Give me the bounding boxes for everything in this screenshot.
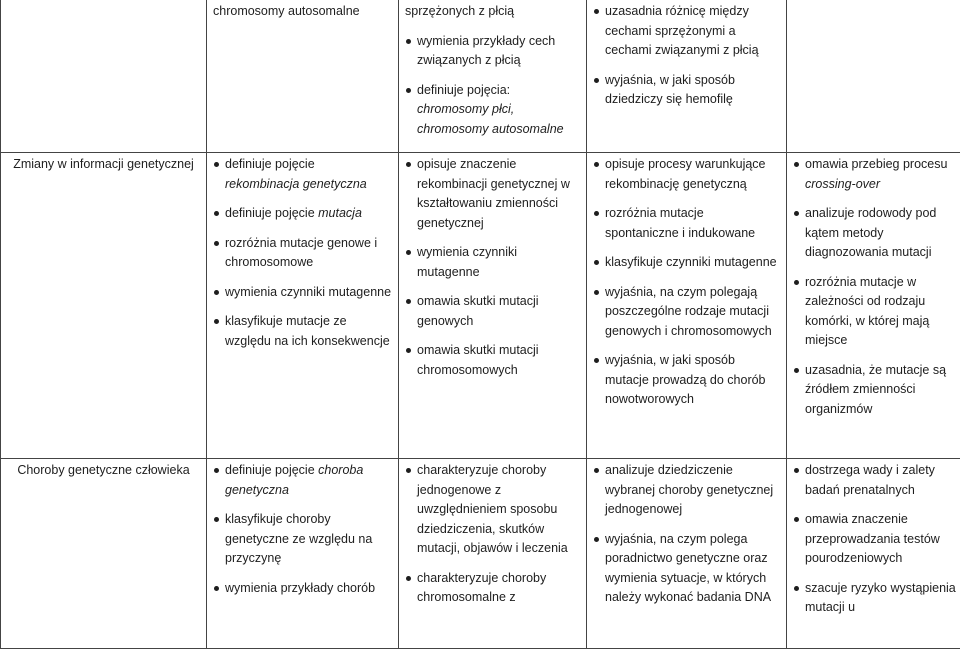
requirement-text: opisuje znaczenie rekombinacji genetycznej w kształtowaniu zmienności genetycznej [417, 157, 570, 230]
level-cell [207, 0, 399, 153]
requirement-text: uzasadnia, że mutacje są źródłem zmienności organizmów [805, 363, 946, 416]
level-cell [787, 0, 960, 153]
requirement-text: rozróżnia mutacje genowe i chromosomowe [225, 236, 377, 270]
requirement-text: definiuje pojęcie [225, 463, 318, 477]
requirement-text: sprzężonych z płcią [405, 4, 514, 18]
term-text: crossing-over [805, 177, 880, 191]
requirement-item [213, 461, 392, 500]
requirement-text: charakteryzuje choroby jednogenowe z uwzględnieniem sposobu dziedziczenia, skutków mutacji, objawów i leczenia [417, 463, 568, 555]
requirement-item [793, 273, 956, 351]
requirement-item [793, 361, 956, 420]
requirement-text: wyjaśnia, na czym polegają poszczególne rodzaje mutacji genowych i chromosomowych [605, 285, 772, 338]
requirement-item [593, 530, 780, 608]
requirement-text: definiuje pojęcie [225, 206, 318, 220]
requirement-item [405, 81, 580, 140]
requirement-item [793, 579, 956, 618]
requirement-list [593, 155, 780, 410]
requirement-item [213, 283, 392, 303]
level-cell [207, 153, 399, 459]
requirement-text: klasyfikuje czynniki mutagenne [605, 255, 777, 269]
requirement-item [593, 2, 780, 61]
requirement-list [793, 155, 956, 419]
requirement-list [593, 461, 780, 608]
requirement-item [593, 283, 780, 342]
requirement-list [213, 2, 392, 22]
requirement-list [793, 461, 956, 618]
requirement-list [593, 2, 780, 110]
requirement-text: omawia znaczenie przeprowadzania testów pourodzeniowych [805, 512, 940, 565]
term-text: mutacja [318, 206, 362, 220]
requirement-item [213, 579, 392, 599]
requirement-text: charakteryzuje choroby chromosomalne z [417, 571, 546, 605]
table-row [1, 0, 960, 153]
requirement-text: rozróżnia mutacje spontaniczne i indukowane [605, 206, 755, 240]
level-cell [399, 459, 587, 649]
requirement-text: rozróżnia mutacje w zależności od rodzaju komórki, w której mają miejsce [805, 275, 929, 348]
requirement-text: wymienia przykłady chorób [225, 581, 375, 595]
requirement-list [405, 461, 580, 608]
requirement-text: szacuje ryzyko wystąpienia mutacji u [805, 581, 956, 615]
requirement-text: definiuje pojęcia: [417, 83, 510, 97]
requirement-item [213, 155, 392, 194]
requirement-item [793, 510, 956, 569]
requirement-item [213, 312, 392, 351]
level-cell [787, 153, 960, 459]
requirement-item [405, 32, 580, 71]
requirement-item [213, 510, 392, 569]
requirement-text: omawia skutki mutacji chromosomowych [417, 343, 539, 377]
requirement-list [213, 461, 392, 598]
requirement-item [793, 204, 956, 263]
requirement-text: opisuje procesy warunkujące rekombinację genetyczną [605, 157, 766, 191]
requirement-item [593, 253, 780, 273]
requirement-item [593, 71, 780, 110]
requirement-text: wyjaśnia, w jaki sposób mutacje prowadzą do chorób nowotworowych [605, 353, 766, 406]
requirement-text: analizuje rodowody pod kątem metody diagnozowania mutacji [805, 206, 936, 259]
level-cell [587, 0, 787, 153]
term-text: choroba genetyczna [225, 463, 363, 497]
requirement-item [405, 292, 580, 331]
table-row [1, 153, 960, 459]
requirement-text: uzasadnia różnicę między cechami sprzężonymi a cechami związanymi z płcią [605, 4, 759, 57]
term-text: chromosomy płci, chromosomy autosomalne [417, 102, 564, 136]
topic-label: Zmiany w informacji genetycznej [13, 157, 194, 171]
level-cell [587, 153, 787, 459]
requirement-text: definiuje pojęcie [225, 157, 315, 171]
requirement-text: wymienia czynniki mutagenne [225, 285, 391, 299]
requirement-item [213, 204, 392, 224]
requirement-item [593, 155, 780, 194]
requirement-text: klasyfikuje mutacje ze względu na ich konsekwencje [225, 314, 390, 348]
requirement-text: chromosomy autosomalne [213, 4, 360, 18]
requirement-item [405, 569, 580, 608]
requirement-text: dostrzega wady i zalety badań prenatalnych [805, 463, 935, 497]
requirement-item [405, 155, 580, 233]
requirement-text: analizuje dziedziczenie wybranej choroby genetycznej jednogenowej [605, 463, 773, 516]
requirement-list [213, 155, 392, 351]
requirement-text: wyjaśnia, na czym polega poradnictwo genetyczne oraz wymienia sytuacje, w których należy wykonać badania DNA [605, 532, 771, 605]
requirement-item [593, 351, 780, 410]
requirement-item [793, 155, 956, 194]
requirement-text: wyjaśnia, w jaki sposób dziedziczy się hemofilę [605, 73, 735, 107]
topic-label: Choroby genetyczne człowieka [17, 463, 189, 477]
requirement-text: wymienia czynniki mutagenne [417, 245, 517, 279]
requirement-item [405, 341, 580, 380]
level-cell [399, 0, 587, 153]
table-body [1, 0, 960, 649]
requirement-item [405, 243, 580, 282]
requirement-text: klasyfikuje choroby genetyczne ze względu na przyczynę [225, 512, 372, 565]
requirement-item [793, 461, 956, 500]
requirement-continuation [405, 2, 580, 22]
level-cell [787, 459, 960, 649]
requirement-continuation [213, 2, 392, 22]
requirement-text: wymienia przykłady cech związanych z płcią [417, 34, 555, 68]
table-row [1, 459, 960, 649]
requirement-item [405, 461, 580, 559]
requirement-item [213, 234, 392, 273]
requirement-item [593, 461, 780, 520]
requirement-list [405, 155, 580, 380]
level-cell [399, 153, 587, 459]
level-cell [587, 459, 787, 649]
requirement-text: omawia skutki mutacji genowych [417, 294, 539, 328]
level-cell [207, 459, 399, 649]
requirement-item [593, 204, 780, 243]
requirement-list [405, 2, 580, 139]
topic-cell [1, 153, 207, 459]
requirement-text: omawia przebieg procesu [805, 157, 947, 171]
term-text: rekombinacja genetyczna [225, 177, 367, 191]
topic-cell [1, 459, 207, 649]
topic-cell [1, 0, 207, 153]
